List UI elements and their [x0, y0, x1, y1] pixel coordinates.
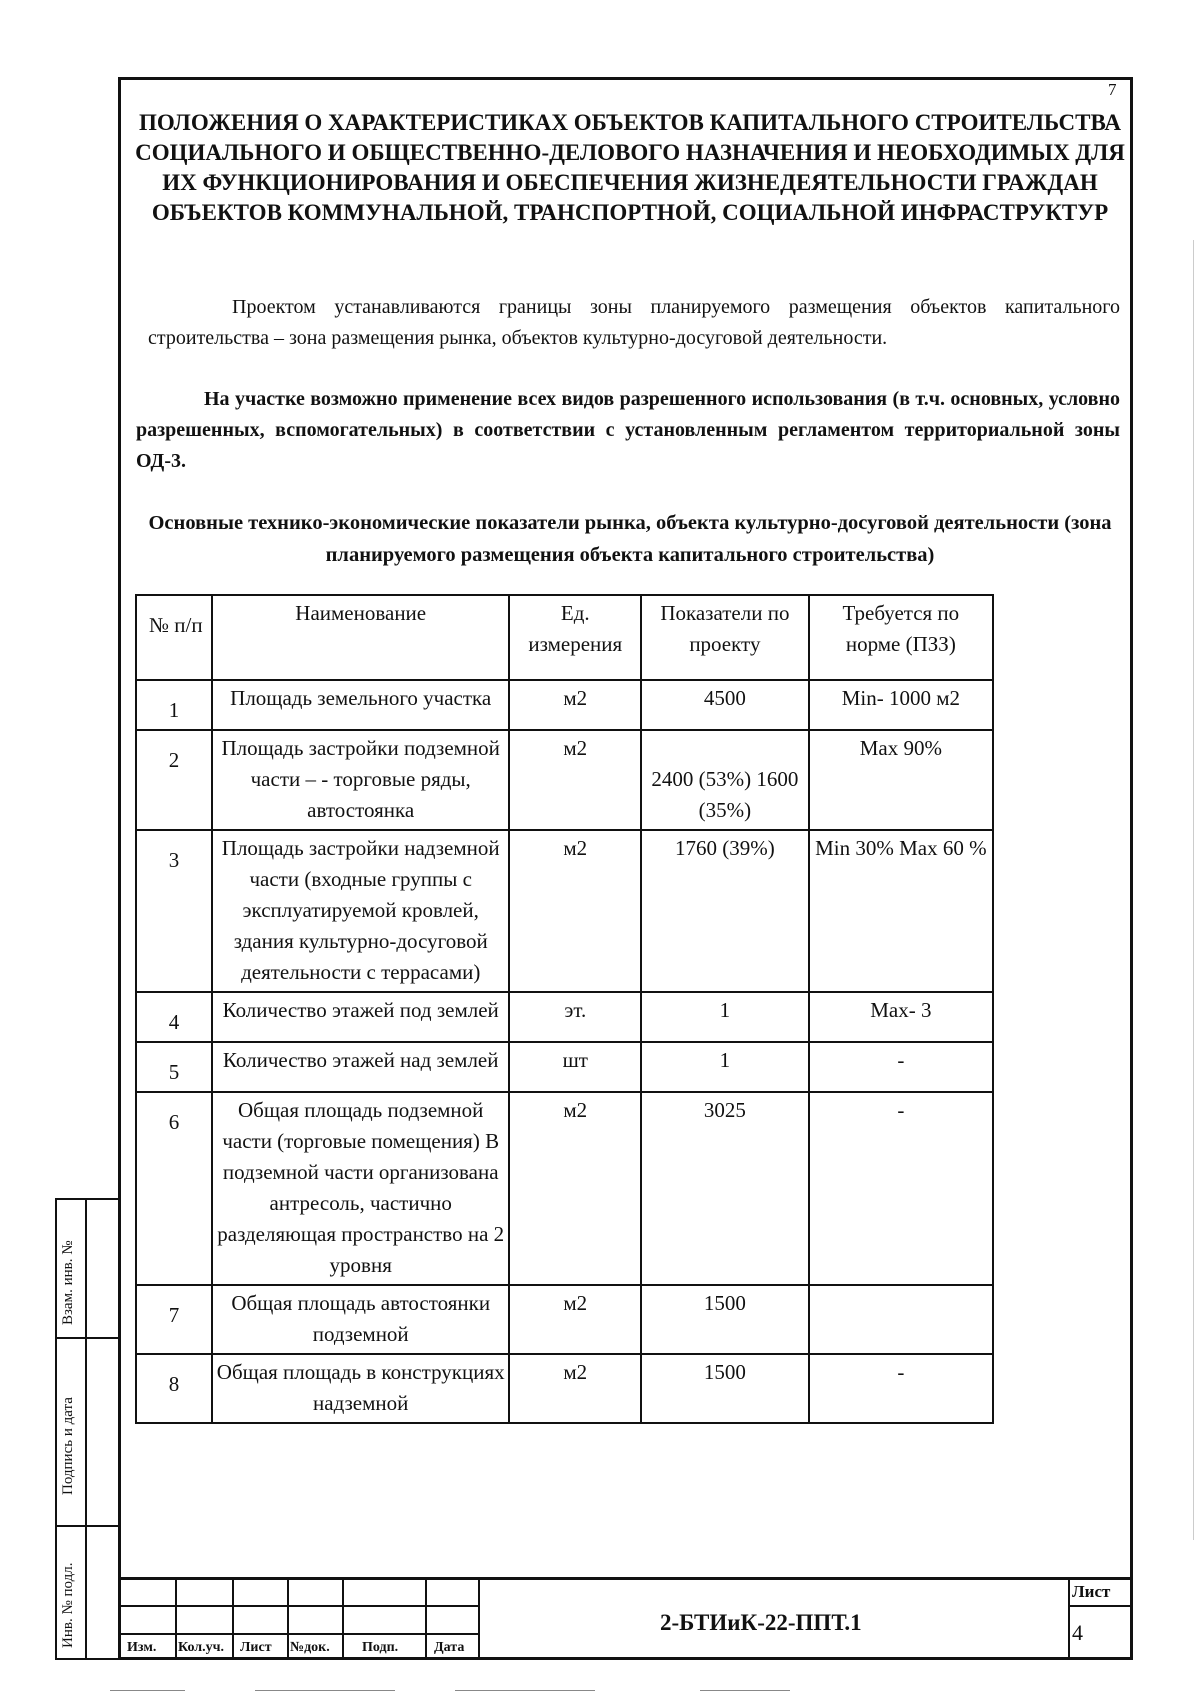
- header-norm: Требуется по норме (ПЗЗ): [809, 595, 993, 680]
- stamp-grid-line: [478, 1577, 480, 1660]
- table-row: [136, 1042, 993, 1092]
- row-number: 6: [136, 1092, 212, 1285]
- row-value: 2400 (53%) 1600 (35%): [641, 730, 809, 830]
- intro-paragraph: Проектом устанавливаются границы зоны планируемого размещения объектов капитального строительства – зона размещения рынка, объектов культурно-досуговой деятельности.: [148, 296, 1120, 349]
- stamp-grid-line: [175, 1577, 177, 1660]
- side-divider: [85, 1198, 87, 1660]
- sheet-number: 4: [1072, 1620, 1083, 1645]
- row-unit: м2: [509, 730, 641, 830]
- stamp-label-change: Изм.: [127, 1640, 157, 1655]
- side-divider: [55, 1337, 120, 1339]
- row-name: Площадь застройки надземной части (входные группы с эксплуатируемой кровлей, здания культурно-досуговой деятельности с террасами): [212, 830, 509, 992]
- table-row: [136, 1354, 993, 1423]
- row-name: Площадь застройки подземной части – - торговые ряды, автостоянка: [212, 730, 509, 830]
- stamp-grid-line: [1068, 1577, 1070, 1660]
- stamp-grid-line: [1068, 1605, 1133, 1607]
- row-unit: м2: [509, 1285, 641, 1354]
- stamp-grid-line: [118, 1605, 478, 1607]
- stamp-label-date: Дата: [434, 1640, 465, 1655]
- stamp-label-sheet: Лист: [240, 1640, 272, 1655]
- stamp-grid-line: [287, 1577, 289, 1660]
- row-value: 1760 (39%): [641, 830, 809, 992]
- row-name: Количество этажей под землей: [212, 992, 509, 1042]
- header-unit: Ед. измерения: [509, 595, 641, 680]
- scan-artifact-line: [255, 1690, 395, 1691]
- stamp-grid-line: [118, 1633, 478, 1635]
- row-number: 4: [136, 992, 212, 1042]
- table-row: [136, 830, 993, 992]
- row-value: 3025: [641, 1092, 809, 1285]
- indicators-table: [135, 594, 994, 1424]
- table-row: [136, 680, 993, 730]
- table-row: [136, 1285, 993, 1354]
- header-project-value: Показатели по проекту: [641, 595, 809, 680]
- sheet-label: Лист: [1072, 1582, 1111, 1601]
- table-row: [136, 1092, 993, 1285]
- table-row: [136, 992, 993, 1042]
- row-number: 7: [136, 1285, 212, 1354]
- row-value: 1500: [641, 1285, 809, 1354]
- side-label-replacement-inv: Взам. инв. №: [60, 1240, 76, 1325]
- row-norm: Min 30% Max 60 %: [809, 830, 993, 992]
- row-norm: -: [809, 1354, 993, 1423]
- row-unit: м2: [509, 830, 641, 992]
- side-label-signature-date: Подпись и дата: [60, 1397, 76, 1495]
- table-row: [136, 730, 993, 830]
- usage-paragraph: На участке возможно применение всех видов разрешенного использования (в т.ч. основных, условно разрешенных, вспомогательных) в соответствии с установленным регламентом территориальной зоны ОД-3.: [136, 388, 1120, 472]
- row-value: 1: [641, 1042, 809, 1092]
- row-norm: -: [809, 1042, 993, 1092]
- stamp-label-signature: Подп.: [362, 1640, 399, 1655]
- table-header-row: [136, 595, 993, 680]
- row-name: Общая площадь автостоянки подземной: [212, 1285, 509, 1354]
- row-number: 3: [136, 830, 212, 992]
- page-number: 7: [1108, 80, 1117, 99]
- stamp-label-count: Кол.уч.: [178, 1640, 225, 1655]
- row-unit: м2: [509, 680, 641, 730]
- row-unit: м2: [509, 1354, 641, 1423]
- scan-artifact-line: [700, 1690, 790, 1691]
- row-name: Общая площадь подземной части (торговые помещения) В подземной части организована антресоль, частично разделяющая пространство на 2 уровня: [212, 1092, 509, 1285]
- row-name: Общая площадь в конструкциях надземной: [212, 1354, 509, 1423]
- stamp-grid-line: [232, 1577, 234, 1660]
- stamp-grid-line: [425, 1577, 427, 1660]
- scan-artifact-line: [455, 1690, 595, 1691]
- row-name: Площадь земельного участка: [212, 680, 509, 730]
- row-norm: Min- 1000 м2: [809, 680, 993, 730]
- row-number: 8: [136, 1354, 212, 1423]
- row-norm: -: [809, 1092, 993, 1285]
- row-number: 2: [136, 730, 212, 830]
- row-norm: Max 90%: [809, 730, 993, 830]
- row-value: 1500: [641, 1354, 809, 1423]
- side-divider: [55, 1525, 120, 1527]
- row-unit: шт: [509, 1042, 641, 1092]
- row-number: 5: [136, 1042, 212, 1092]
- scan-artifact-line: [110, 1690, 185, 1691]
- row-value: 4500: [641, 680, 809, 730]
- document-code: 2-БТИиК-22-ППТ.1: [660, 1610, 862, 1635]
- stamp-label-doc: №док.: [290, 1640, 330, 1655]
- table-caption: Основные технико-экономические показатели рынка, объекта культурно-досуговой деятельности (зона планируемого размещения объекта капитального строительства): [148, 512, 1112, 566]
- row-norm: Max- 3: [809, 992, 993, 1042]
- page-title: ПОЛОЖЕНИЯ О ХАРАКТЕРИСТИКАХ ОБЪЕКТОВ КАПИТАЛЬНОГО СТРОИТЕЛЬСТВА СОЦИАЛЬНОГО И ОБЩЕСТВЕННО-ДЕЛОВОГО НАЗНАЧЕНИЯ И НЕОБХОДИМЫХ ДЛЯ ИХ ФУНКЦИОНИРОВАНИЯ И ОБЕСПЕЧЕНИЯ ЖИЗНЕДЕЯТЕЛЬНОСТИ ГРАЖДАН ОБЪЕКТОВ КОММУНАЛЬНОЙ, ТРАНСПОРТНОЙ, СОЦИАЛЬНОЙ ИНФРАСТРУКТУР: [135, 110, 1125, 225]
- row-name: Количество этажей над землей: [212, 1042, 509, 1092]
- header-number: № п/п: [136, 595, 212, 680]
- row-norm: [809, 1285, 993, 1354]
- stamp-grid-line: [342, 1577, 344, 1660]
- header-name: Наименование: [212, 595, 509, 680]
- row-value: 1: [641, 992, 809, 1042]
- row-number: 1: [136, 680, 212, 730]
- scan-edge-line: [1193, 240, 1194, 1540]
- row-unit: эт.: [509, 992, 641, 1042]
- row-unit: м2: [509, 1092, 641, 1285]
- side-label-original-inv: Инв. № подл.: [60, 1562, 76, 1648]
